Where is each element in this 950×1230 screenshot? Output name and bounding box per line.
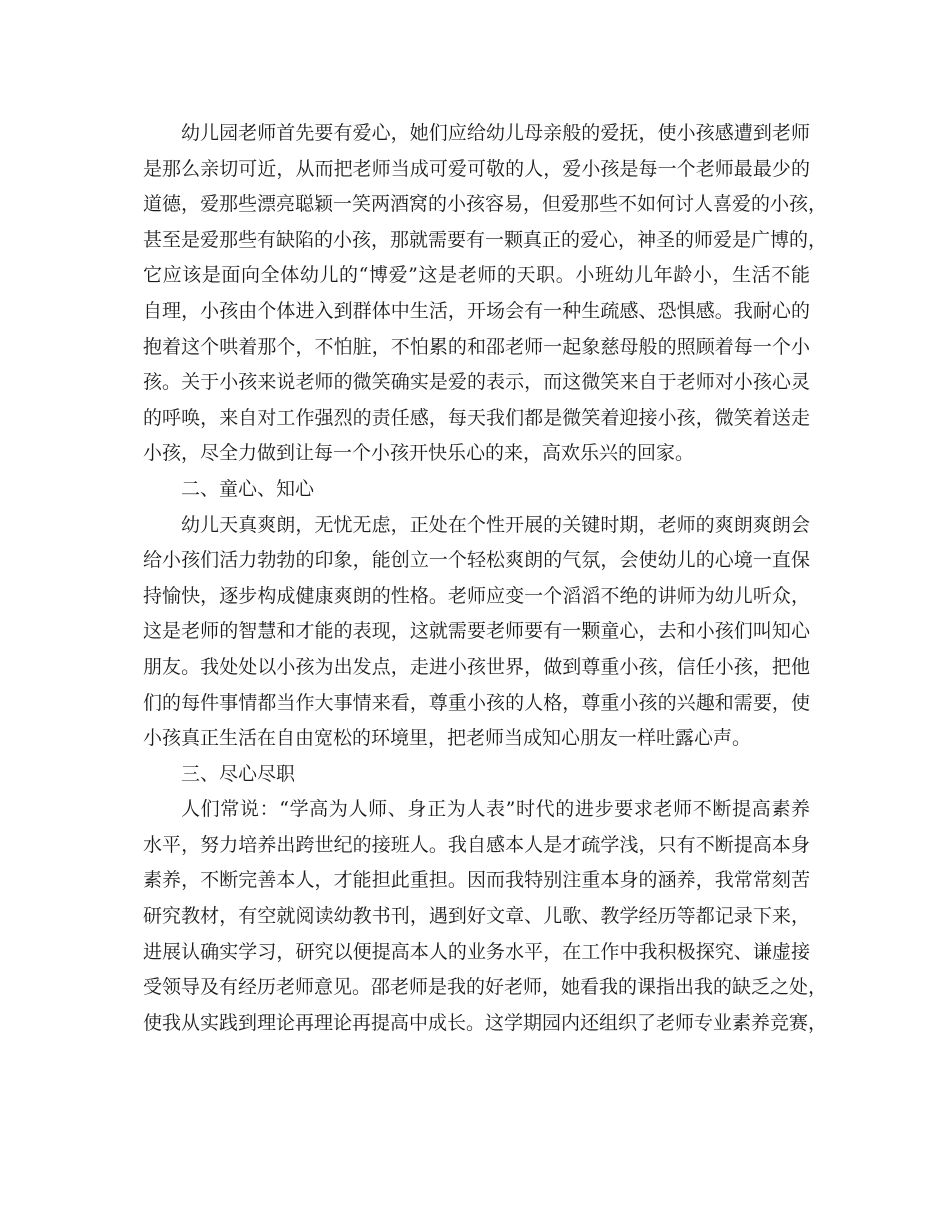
text-line: 自理，小孩由个体进入到群体中生活，开场会有一种生疏感、恐惧感。我耐心的 xyxy=(143,299,810,322)
text-line: 的呼唤，来自对工作强烈的责任感，每天我们都是微笑着迎接小孩，微笑着送走 xyxy=(143,406,810,429)
text-line: 们的每件事情都当作大事情来看，尊重小孩的人格，尊重小孩的兴趣和需要，使 xyxy=(143,691,810,714)
section-heading-dedication xyxy=(143,757,810,793)
text-line: 持愉快，逐步构成健康爽朗的性格。老师应变一个滔滔不绝的讲师为幼儿听众， xyxy=(143,584,810,607)
text-line: 孩。关于小孩来说老师的微笑确实是爱的表示，而这微笑来自于老师对小孩心灵 xyxy=(143,371,810,394)
text-line: 给小孩们活力勃勃的印象，能创立一个轻松爽朗的气氛，会使幼儿的心境一直保 xyxy=(143,549,810,572)
text-line: 研究教材，有空就阅读幼教书刊，遇到好文章、儿歌、教学经历等都记录下来， xyxy=(143,905,810,928)
text-line: 水平，努力培养出跨世纪的接班人。我自感本人是才疏学浅，只有不断提高本身 xyxy=(143,833,810,856)
text-line: 幼儿天真爽朗，无忧无虑，正处在个性开展的关键时期，老师的爽朗爽朗会 xyxy=(181,513,810,536)
text-line: 进展认确实学习，研究以便提高本人的业务水平，在工作中我积极探究、谦虚接 xyxy=(143,940,810,963)
text-line: 甚至是爱那些有缺陷的小孩，那就需要有一颗真正的爱心，神圣的师爱是广博的， xyxy=(143,228,828,251)
section-heading-childlike-heart xyxy=(143,472,810,508)
text-line: 使我从实践到理论再理论再提高中成长。这学期园内还组织了老师专业素养竞赛， xyxy=(143,1011,828,1034)
paragraph-dedication xyxy=(143,792,828,1041)
text-line: 是那么亲切可近，从而把老师当成可爱可敬的人，爱小孩是每一个老师最最少的 xyxy=(143,157,810,180)
text-line: 它应该是面向全体幼儿的“博爱”这是老师的天职。小班幼儿年龄小，生活不能 xyxy=(143,264,810,287)
text-line: 人们常说：“学高为人师、身正为人表”时代的进步要求老师不断提高素养 xyxy=(181,798,810,821)
section-heading: 三、尽心尽职 xyxy=(181,762,296,785)
document-body xyxy=(143,116,828,1041)
paragraph-love xyxy=(143,116,828,472)
text-line: 这是老师的智慧和才能的表现，这就需要老师要有一颗童心，去和小孩们叫知心 xyxy=(143,620,810,643)
text-line: 受领导及有经历老师意见。邵老师是我的好老师，她看我的课指出我的缺乏之处， xyxy=(143,976,828,999)
text-line: 朋友。我处处以小孩为出发点，走进小孩世界，做到尊重小孩，信任小孩，把他 xyxy=(143,655,810,678)
text-line: 幼儿园老师首先要有爱心，她们应给幼儿母亲般的爱抚，使小孩感遭到老师 xyxy=(181,122,810,144)
section-heading: 二、童心、知心 xyxy=(181,477,315,500)
text-line: 抱着这个哄着那个，不怕脏，不怕累的和邵老师一起象慈母般的照顾着每一个小 xyxy=(143,335,810,358)
text-line: 小孩真正生活在自由宽松的环境里，把老师当成知心朋友一样吐露心声。 xyxy=(143,727,752,750)
text-line: 道德，爱那些漂亮聪颖一笑两酒窝的小孩容易，但爱那些不如何讨人喜爱的小孩， xyxy=(143,193,828,216)
paragraph-childlike-heart xyxy=(143,508,810,757)
text-line: 素养，不断完善本人，才能担此重担。因而我特别注重本身的涵养，我常常刻苦 xyxy=(143,869,810,892)
text-line: 小孩，尽全力做到让每一个小孩开快乐心的来，高欢乐兴的回家。 xyxy=(143,442,695,465)
